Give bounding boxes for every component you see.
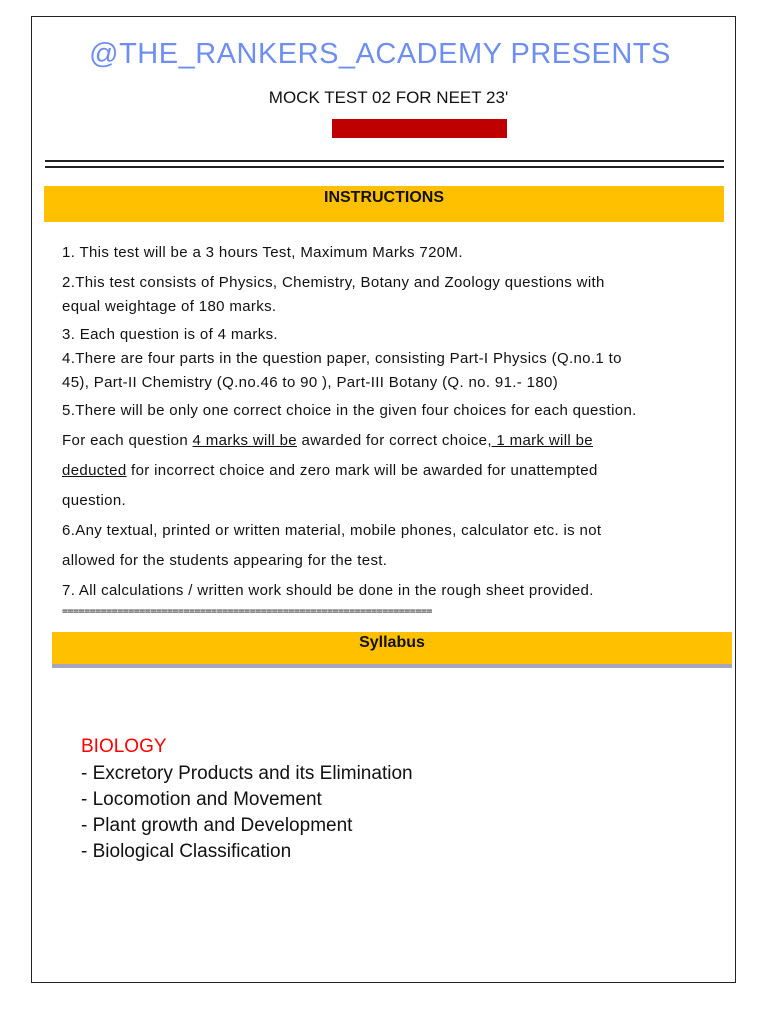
instruction-line: 5.There will be only one correct choice in the given four choices for each question. [62, 402, 637, 419]
syllabus-topic: - Plant growth and Development [81, 815, 353, 836]
subject-heading: BIOLOGY [81, 736, 167, 757]
instruction-line: question. [62, 492, 127, 509]
instruction-line: 45), Part-II Chemistry (Q.no.46 to 90 ), Part-III Botany (Q. no. 91.- 180) [62, 374, 559, 391]
divider-line [45, 166, 724, 168]
instruction-line: 1. This test will be a 3 hours Test, Maximum Marks 720M. [62, 244, 463, 261]
instruction-line: 3. Each question is of 4 marks. [62, 326, 278, 343]
page-subtitle: MOCK TEST 02 FOR NEET 23' [268, 88, 509, 107]
divider-line [45, 160, 724, 162]
syllabus-topic: - Locomotion and Movement [81, 789, 322, 810]
underlined-text: , 1 mark will be [487, 432, 594, 449]
instruction-line: 7. All calculations / written work should be done in the rough sheet provided. [62, 582, 594, 599]
instruction-text: For each question [62, 432, 193, 449]
instruction-line: 4.There are four parts in the question paper, consisting Part-I Physics (Q.no.1 to [62, 350, 622, 367]
red-accent-bar [332, 119, 507, 138]
underlined-text: deducted [62, 462, 127, 479]
syllabus-heading: Syllabus [52, 632, 732, 668]
instruction-text: for incorrect choice and zero mark will be awarded for unattempted [126, 462, 598, 479]
instructions-heading: INSTRUCTIONS [44, 186, 724, 222]
instruction-line [62, 432, 593, 449]
page-title: @THE_RANKERS_ACADEMY PRESENTS [89, 38, 671, 70]
instruction-line: equal weightage of 180 marks. [62, 298, 277, 315]
underlined-text: 4 marks will be [192, 432, 297, 449]
instruction-text: awarded for correct choice [297, 432, 488, 449]
instruction-line: 6.Any textual, printed or written material, mobile phones, calculator etc. is not [62, 522, 602, 539]
instruction-line: 2.This test consists of Physics, Chemistry, Botany and Zoology questions with [62, 274, 605, 291]
separator-line: =================================================================== [62, 607, 432, 617]
instruction-line: allowed for the students appearing for the test. [62, 552, 388, 569]
instruction-line [62, 462, 598, 479]
syllabus-topic: - Biological Classification [81, 841, 292, 862]
syllabus-topic: - Excretory Products and its Elimination [81, 763, 413, 784]
